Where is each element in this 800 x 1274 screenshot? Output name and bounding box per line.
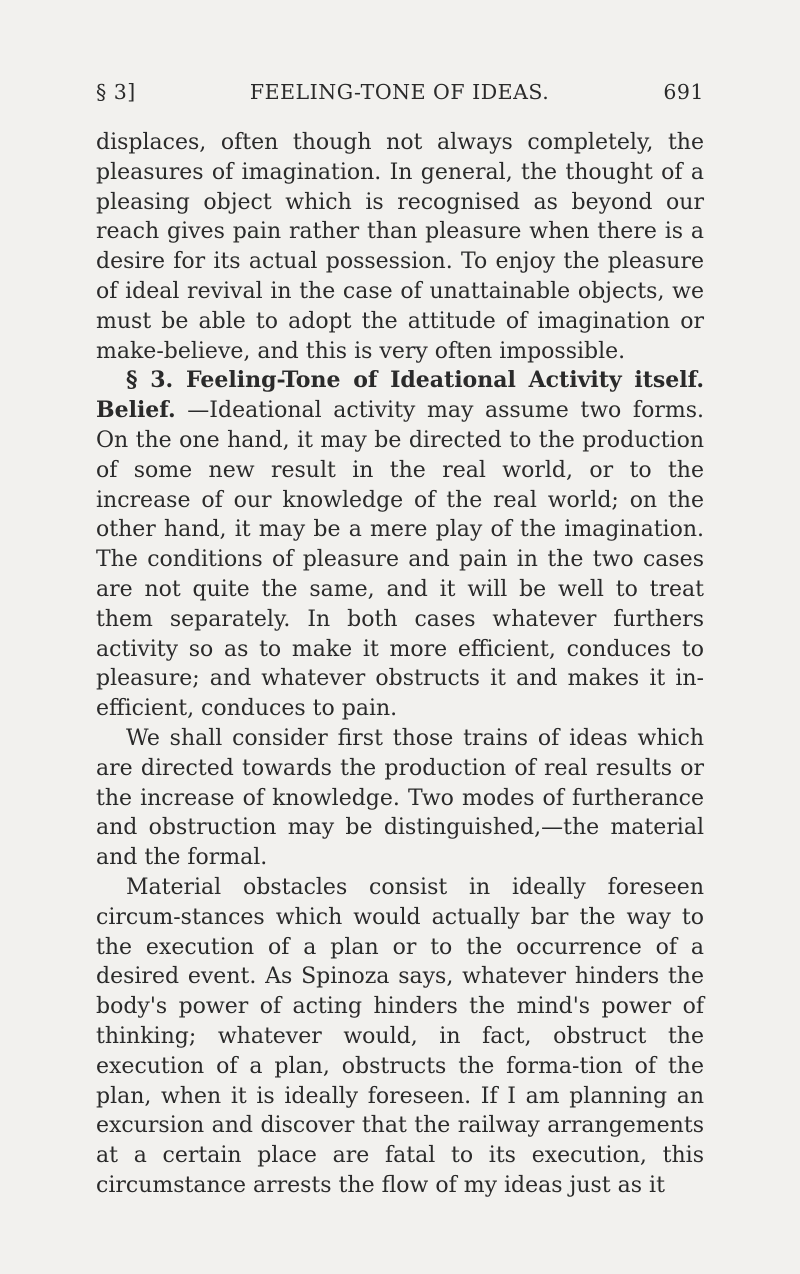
paragraph-1: displaces, often though not always completely, the pleasures of imagination. In general, the thought of a pleasing object which is recognised as beyond our reach gives pain rather than pleasure when there is a desire for its actual possession. To enjoy the pleasure of ideal revival in the case of unattainable objects, we must be able to adopt the attitude of imagination or make-believe, and this is very often impossible. <box>96 130 704 364</box>
page-number: 691 <box>663 80 704 104</box>
running-title: FEELING-TONE OF IDEAS. <box>249 80 550 104</box>
paragraph-2 <box>96 366 704 724</box>
paragraph-3: We shall consider first those trains of ideas which are directed towards the production of real results or the increase of knowledge. Two modes of furtherance and obstruction may be distinguished,—the material and the formal. <box>96 725 704 871</box>
paragraph-4: Material obstacles consist in ideally foreseen circum-stances which would actually bar the way to the execution of a plan or to the occurrence of a desired event. As Spinoza says, whatever hinders the body's power of acting hinders the mind's power of thinking; whatever would, in fact, obstruct the execution of a plan, obstructs the forma-tion of the plan, when it is ideally foreseen. If I am planning an excursion and discover that the railway arrangements at a certain place are fatal to its execution, this circumstance arrests the flow of my ideas just as it <box>96 874 704 1198</box>
section-marker: § 3] <box>96 80 136 104</box>
section-heading: § 3. Feeling-Tone of Ideational Activity itself. Belief. <box>96 367 704 424</box>
body-text <box>96 128 704 1201</box>
paragraph-2-text: —Ideational activity may assume two forms. On the one hand, it may be directed to the production of some new result in the real world, or to the increase of our knowledge of the real world; on the other hand, it may be a mere play of the imagination. The conditions of pleasure and pain in the two cases are not quite the same, and it will be well to treat them separately. In both cases whatever furthers activity so as to make it more efficient, conduces to pleasure; and whatever obstructs it and makes it in-efficient, conduces to pain. <box>96 398 704 722</box>
running-header <box>96 80 704 104</box>
